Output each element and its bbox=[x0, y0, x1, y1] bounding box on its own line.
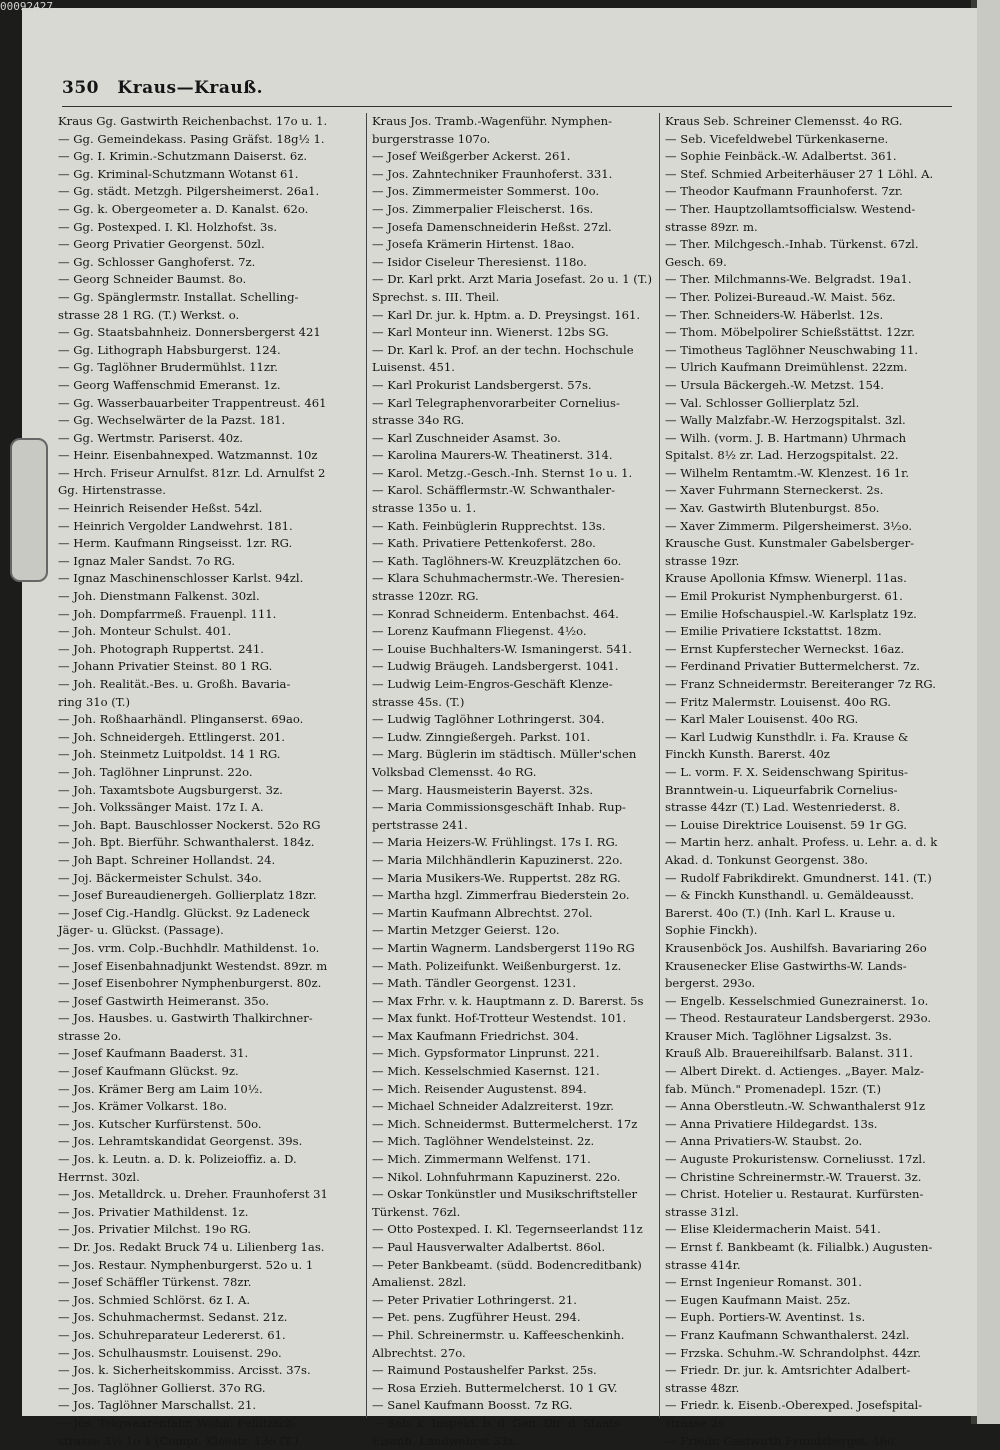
directory-entry: — Ther. Schneiders-W. Häberlst. 12s. bbox=[665, 307, 884, 322]
directory-entry: — Val. Schlosser Gollierplatz 5zl. bbox=[665, 395, 860, 410]
directory-entry: — Dr. Karl prkt. Arzt Maria Josefast. 2o u. 1 (T.) bbox=[372, 272, 653, 287]
directory-entry: — Ther. Milchgesch.-Inhab. Türkenst. 67zl. bbox=[665, 237, 919, 252]
directory-entry: — Jos. k. Leutn. a. D. k. Polizeioffiz. a. D. bbox=[58, 1152, 297, 1167]
directory-entry: — Maria Musikers-We. Ruppertst. 28z RG. bbox=[372, 870, 621, 885]
directory-entry: — Gg. Spänglermstr. Installat. Schelling- bbox=[58, 289, 299, 304]
directory-entry: — Ther. Hauptzollamtsofficialsw. Westend- bbox=[665, 201, 916, 216]
directory-entry: — Ther. Milchmanns-We. Belgradst. 19a1. bbox=[665, 272, 912, 287]
directory-entry: — Euph. Portiers-W. Aventinst. 1s. bbox=[665, 1310, 866, 1325]
directory-entry: — Gg. Postexped. I. Kl. Holzhofst. 3s. bbox=[58, 219, 278, 234]
directory-entry: — Josef Gastwirth Heimeranst. 35o. bbox=[58, 993, 270, 1008]
directory-entry: — Theod. Restaurateur Landsbergerst. 293o. bbox=[665, 1011, 932, 1026]
directory-entry: — Engelb. Kesselschmied Gunezrainerst. 1o. bbox=[665, 993, 929, 1008]
directory-entry: — Wilh. (vorm. J. B. Hartmann) Uhrmach bbox=[665, 430, 907, 445]
directory-entry: Luisenst. 451. bbox=[372, 360, 455, 375]
directory-entry: — Jos. Restaur. Nymphenburgerst. 52o u. 1 bbox=[58, 1257, 314, 1272]
directory-entry: — Jos. Privatier Milchst. 19o RG. bbox=[58, 1222, 252, 1237]
directory-entry: strasse 45s. (T.) bbox=[372, 694, 465, 709]
directory-entry: — Christ. Hotelier u. Restaurat. Kurfürsten- bbox=[665, 1187, 924, 1202]
directory-entry: — Ernst Kupferstecher Werneckst. 16az. bbox=[665, 641, 905, 656]
directory-entry: — Ulrich Kaufmann Dreimühlenst. 22zm. bbox=[665, 360, 908, 375]
directory-entry: — Maria Commissionsgeschäft Inhab. Rup- bbox=[372, 800, 626, 815]
directory-entry: Krauß Alb. Brauereihilfsarb. Balanst. 311. bbox=[665, 1046, 913, 1061]
directory-entry: — Karol. Metzg.-Gesch.-Inh. Sternst 1o u. 1. bbox=[372, 465, 633, 480]
directory-entry: Akad. d. Tonkunst Georgenst. 38o. bbox=[665, 852, 869, 867]
directory-entry: — Christine Schreinermstr.-W. Trauerst. 3z. bbox=[665, 1169, 922, 1184]
directory-entry: — Heinrich Vergolder Landwehrst. 181. bbox=[58, 518, 293, 533]
directory-entry: — Wally Malzfabr.-W. Herzogspitalst. 3zl. bbox=[665, 413, 906, 428]
directory-entry: strasse 48zr. bbox=[665, 1380, 740, 1395]
directory-entry: Albrechtst. 27o. bbox=[372, 1345, 466, 1360]
directory-entry: — Ludwig Bräugeh. Landsbergerst. 1041. bbox=[372, 659, 619, 674]
directory-entry: — Jos. Schuhmachermst. Sedanst. 21z. bbox=[58, 1310, 288, 1325]
directory-entry: — Heinr. Eisenbahnexped. Watzmannst. 10z bbox=[58, 448, 318, 463]
directory-entry: — Joh. Bpt. Bierführ. Schwanthalerst. 184z. bbox=[58, 835, 315, 850]
directory-entry: — Timotheus Taglöhner Neuschwabing 11. bbox=[665, 342, 919, 357]
directory-entry: — Kath. Feinbüglerin Rupprechtst. 13s. bbox=[372, 518, 606, 533]
directory-entry: — Peter Bankbeamt. (südd. Bodencreditbank) bbox=[372, 1257, 642, 1272]
directory-entry: strasse 28 1 RG. (T.) Werkst. o. bbox=[58, 307, 240, 322]
column-1 bbox=[58, 113, 366, 1450]
directory-entry: bergerst. 293o. bbox=[665, 976, 756, 991]
directory-entry: — Auguste Prokuristensw. Corneliusst. 17zl. bbox=[665, 1152, 926, 1167]
directory-entry: — Frzska. Schuhm.-W. Schrandolphst. 44zr. bbox=[665, 1345, 921, 1360]
directory-entry: — Josef Weißgerber Ackerst. 261. bbox=[372, 149, 571, 164]
directory-entry: — Josef Kaufmann Glückst. 9z. bbox=[58, 1064, 239, 1079]
directory-entry: — Josef Kaufmann Baaderst. 31. bbox=[58, 1046, 249, 1061]
directory-entry: — Mich. Schneidermst. Buttermelcherst. 17z bbox=[372, 1116, 638, 1131]
directory-entry: — Math. Polizeifunkt. Weißenburgerst. 1z. bbox=[372, 958, 622, 973]
directory-entry: — Martin herz. anhalt. Profess. u. Lehr. a. d. k bbox=[665, 835, 938, 850]
directory-entry: — Wilhelm Rentamtm.-W. Klenzest. 16 1r. bbox=[665, 465, 910, 480]
directory-entry: — L. vorm. F. X. Seidenschwang Spiritus- bbox=[665, 764, 908, 779]
directory-entry: Barerst. 40o (T.) (Inh. Karl L. Krause u. bbox=[665, 905, 896, 920]
directory-entry: — Thom. Möbelpolirer Schießstättst. 12zr. bbox=[665, 325, 915, 340]
directory-entry: Sprechst. s. III. Theil. bbox=[372, 289, 500, 304]
directory-entry: — Joj. Bäckermeister Schulst. 34o. bbox=[58, 870, 262, 885]
directory-entry: — Anna Oberstleutn.-W. Schwanthalerst 91z bbox=[665, 1099, 926, 1114]
directory-entry: — Fritz Malermstr. Louisenst. 40o RG. bbox=[665, 694, 891, 709]
directory-entry: — Gg. städt. Metzgh. Pilgersheimerst. 26a1. bbox=[58, 184, 320, 199]
directory-entry: — Friedr. k. Eisenb.-Oberexped. Josefspital- bbox=[665, 1398, 923, 1413]
directory-entry: — Joh. Photograph Ruppertst. 241. bbox=[58, 641, 264, 656]
directory-entry: strasse 19zr. bbox=[665, 553, 740, 568]
directory-entry: — Josefa Damenschneiderin Heßst. 27zl. bbox=[372, 219, 612, 234]
directory-entry: — Gg. k. Obergeometer a. D. Kanalst. 62o. bbox=[58, 201, 309, 216]
directory-entry: — Sanel Kaufmann Boosst. 7z RG. bbox=[372, 1398, 573, 1413]
directory-entry: — Martin Metzger Geierst. 12o. bbox=[372, 923, 560, 938]
directory-entry: — Gg. Lithograph Habsburgerst. 124. bbox=[58, 342, 281, 357]
directory-entry: Krauser Mich. Taglöhner Ligsalzst. 3s. bbox=[665, 1028, 892, 1043]
directory-entry: — Karl Prokurist Landsbergerst. 57s. bbox=[372, 377, 592, 392]
directory-entry: — Math. Tändler Georgenst. 1231. bbox=[372, 976, 577, 991]
directory-entry: ring 31o (T.) bbox=[58, 694, 131, 709]
directory-entry: pertstrasse 241. bbox=[372, 817, 468, 832]
directory-entry: — Klara Schuhmachermstr.-We. Theresien- bbox=[372, 571, 625, 586]
scan-id: 00092427 bbox=[0, 0, 53, 13]
directory-entry: Jäger- u. Glückst. (Passage). bbox=[58, 923, 224, 938]
directory-entry: — Ignaz Maler Sandst. 7o RG. bbox=[58, 553, 236, 568]
directory-entry: — Seb. k. Inspekt. b. d. Gen.-Dir. d. Staats- bbox=[372, 1415, 624, 1430]
directory-entry: — Emil Prokurist Nymphenburgerst. 61. bbox=[665, 589, 903, 604]
directory-entry: strasse 414r. bbox=[665, 1257, 741, 1272]
directory-entry: — Max Frhr. v. k. Hauptmann z. D. Barerst. 5s bbox=[372, 993, 644, 1008]
directory-entry: — Isidor Ciseleur Theresienst. 118o. bbox=[372, 254, 587, 269]
directory-entry: — Rudolf Fabrikdirekt. Gmundnerst. 141. (T.) bbox=[665, 870, 932, 885]
directory-entry: — Marg. Büglerin im städtisch. Müller'schen bbox=[372, 747, 637, 762]
directory-entry: — Ursula Bäckergeh.-W. Metzst. 154. bbox=[665, 377, 884, 392]
directory-entry: Kraus Seb. Schreiner Clemensst. 4o RG. bbox=[665, 114, 903, 128]
directory-entry: — & Finckh Kunsthandl. u. Gemäldeausst. bbox=[665, 888, 914, 903]
directory-entry: — Mich. Zimmermann Welfenst. 171. bbox=[372, 1152, 591, 1167]
directory-entry: — Karl Maler Louisenst. 40o RG. bbox=[665, 712, 859, 727]
directory-entry: — Karolina Maurers-W. Theatinerst. 314. bbox=[372, 448, 613, 463]
page-tab-mark bbox=[10, 438, 48, 582]
directory-entry: — Stef. Schmied Arbeiterhäuser 27 1 Löhl. A. bbox=[665, 166, 934, 181]
directory-entry: Krause Apollonia Kfmsw. Wienerpl. 11as. bbox=[665, 571, 907, 586]
directory-page bbox=[22, 8, 977, 1448]
directory-entry: — Louise Buchhalters-W. Ismaningerst. 541. bbox=[372, 641, 632, 656]
directory-entry: — Joh. Schneidergeh. Ettlingerst. 201. bbox=[58, 729, 285, 744]
directory-entry: — Michael Schneider Adalzreiterst. 19zr. bbox=[372, 1099, 614, 1114]
directory-entry: — Jos. Schuhreparateur Ledererst. 61. bbox=[58, 1327, 286, 1342]
directory-entry: — Joh. Bapt. Bauschlosser Nockerst. 52o RG bbox=[58, 817, 321, 832]
directory-entry: — Anna Privatiere Hildegardst. 13s. bbox=[665, 1116, 878, 1131]
directory-entry: — Louise Direktrice Louisenst. 59 1r GG. bbox=[665, 817, 907, 832]
directory-entry: — Joh. Dompfarrmeß. Frauenpl. 111. bbox=[58, 606, 277, 621]
page-title: Kraus—Krauß. bbox=[117, 78, 264, 98]
directory-entry: — Jos. k. Sicherheitskommiss. Arcisst. 37s. bbox=[58, 1363, 311, 1378]
directory-entry: — Dr. Jos. Redakt Bruck 74 u. Lilienberg 1as. bbox=[58, 1240, 325, 1254]
directory-entry: Eisenb. Landwehrst 33z. bbox=[372, 1433, 518, 1448]
directory-entry: — Ernst Ingenieur Romanst. 301. bbox=[665, 1275, 862, 1290]
page-header bbox=[62, 78, 263, 98]
directory-entry: strasse 2o. bbox=[58, 1028, 122, 1043]
directory-entry: — Emilie Hofschauspiel.-W. Karlsplatz 19z. bbox=[665, 606, 917, 621]
directory-entry: — Martha hzgl. Zimmerfrau Biederstein 2o. bbox=[372, 888, 630, 903]
directory-entry: Kraus Jos. Tramb.-Wagenführ. Nymphen- bbox=[372, 114, 612, 128]
directory-entry: — Jos. Metalldrck. u. Dreher. Fraunhoferst 31 bbox=[58, 1187, 328, 1202]
directory-entry: — Gg. Schlosser Ganghoferst. 7z. bbox=[58, 254, 256, 269]
directory-entry: — Gg. Wasserbauarbeiter Trappentreust. 461 bbox=[58, 395, 327, 410]
directory-entry: — Ludw. Zinngießergeh. Parkst. 101. bbox=[372, 729, 591, 744]
directory-entry: — Marg. Hausmeisterin Bayerst. 32s. bbox=[372, 782, 594, 797]
directory-entry: Kraus Gg. Gastwirth Reichenbachst. 17o u. 1. bbox=[58, 114, 328, 128]
directory-entry: — Rosa Erzieh. Buttermelcherst. 10 1 GV. bbox=[372, 1380, 618, 1395]
directory-entry: — Nikol. Lohnfuhrmann Kapuzinerst. 22o. bbox=[372, 1169, 621, 1184]
directory-entry: — Kath. Privatiere Pettenkoferst. 28o. bbox=[372, 536, 596, 551]
page-number: 350 bbox=[62, 78, 99, 98]
directory-entry: — Ignaz Maschinenschlosser Karlst. 94zl. bbox=[58, 571, 304, 586]
directory-entry: Gesch. 69. bbox=[665, 254, 727, 269]
directory-entry: Gg. Hirtenstrasse. bbox=[58, 483, 166, 498]
directory-entry: — Georg Waffenschmid Emeranst. 1z. bbox=[58, 377, 281, 392]
directory-entry: strasse 3½ 1o 1 (Compt. Kleestr. 13o (T.) bbox=[58, 1433, 299, 1448]
directory-entry: — Max Kaufmann Friedrichst. 304. bbox=[372, 1028, 579, 1043]
directory-entry: — Georg Schneider Baumst. 8o. bbox=[58, 272, 247, 287]
directory-entry: — Martin Wagnerm. Landsbergerst 119o RG bbox=[372, 940, 635, 955]
directory-entry: — Josef Schäffler Türkenst. 78zr. bbox=[58, 1275, 252, 1290]
header-rule bbox=[62, 106, 952, 107]
directory-entry: — Karl Telegraphenvorarbeiter Cornelius- bbox=[372, 395, 620, 410]
directory-entry: — Joh Bapt. Schreiner Hollandst. 24. bbox=[58, 852, 276, 867]
directory-entry: — Gg. Wertmstr. Pariserst. 40z. bbox=[58, 430, 243, 445]
directory-entry: — Otto Postexped. I. Kl. Tegernseerlandst 11z bbox=[372, 1222, 643, 1237]
directory-entry: — Peter Privatier Lothringerst. 21. bbox=[372, 1292, 577, 1307]
directory-entry: Herrnst. 30zl. bbox=[58, 1169, 140, 1184]
directory-entry: — Joh. Taglöhner Linprunst. 22o. bbox=[58, 764, 253, 779]
directory-entry: — Joh. Dienstmann Falkenst. 30zl. bbox=[58, 589, 260, 604]
directory-entry: — Gg. Taglöhner Brudermühlst. 11zr. bbox=[58, 360, 278, 375]
directory-entry: — Jos. Krämer Volkarst. 18o. bbox=[58, 1099, 228, 1114]
directory-entry: — Konrad Schneiderm. Entenbachst. 464. bbox=[372, 606, 619, 621]
directory-entry: Krausenböck Jos. Aushilfsh. Bavariaring 26o bbox=[665, 940, 927, 955]
directory-entry: — Mich. Gypsformator Linprunst. 221. bbox=[372, 1046, 600, 1061]
directory-entry: Krausenecker Elise Gastwirths-W. Lands- bbox=[665, 958, 907, 973]
directory-entry: strasse 2s. bbox=[665, 1415, 728, 1430]
directory-entry: — Hrch. Friseur Arnulfst. 81zr. Ld. Arnulfst 2 bbox=[58, 465, 326, 480]
directory-entry: — Pet. pens. Zugführer Heust. 294. bbox=[372, 1310, 581, 1325]
directory-entry: — Emilie Privatiere Ickstattst. 18zm. bbox=[665, 624, 882, 639]
directory-entry: — Jos. Hausbes. u. Gastwirth Thalkirchner- bbox=[58, 1011, 313, 1026]
directory-entry: Amalienst. 28zl. bbox=[372, 1275, 467, 1290]
directory-entry: — Josef Bureaudienergeh. Gollierplatz 18zr. bbox=[58, 888, 317, 903]
directory-entry: strasse 89zr. m. bbox=[665, 219, 758, 234]
directory-entry: Volksbad Clemensst. 4o RG. bbox=[372, 764, 537, 779]
directory-entry: — Xaver Zimmerm. Pilgersheimerst. 3½o. bbox=[665, 518, 913, 533]
directory-entry: — Gg. Kriminal-Schutzmann Wotanst 61. bbox=[58, 166, 299, 181]
directory-entry: — Anna Privatiers-W. Staubst. 2o. bbox=[665, 1134, 863, 1149]
directory-entry: burgerstrasse 107o. bbox=[372, 131, 491, 146]
directory-entry: — Herm. Kaufmann Ringseisst. 1zr. RG. bbox=[58, 536, 293, 551]
directory-entry: — Jos. Kutscher Kurfürstenst. 50o. bbox=[58, 1116, 262, 1131]
directory-entry: — Martin Kaufmann Albrechtst. 27ol. bbox=[372, 905, 593, 920]
directory-entry: — Lorenz Kaufmann Fliegenst. 4½o. bbox=[372, 624, 587, 639]
directory-entry: — Albert Direkt. d. Actienges. „Bayer. Malz- bbox=[665, 1064, 924, 1079]
directory-entry: — Karl Zuschneider Asamst. 3o. bbox=[372, 430, 561, 445]
directory-entry: — Mich. Kesselschmied Kasernst. 121. bbox=[372, 1064, 600, 1079]
directory-entry: — Ferdinand Privatier Buttermelcherst. 7z. bbox=[665, 659, 920, 674]
directory-entry: — Gg. Staatsbahnheiz. Donnersbergerst 421 bbox=[58, 325, 321, 340]
directory-entry: — Franz Schneidermstr. Bereiteranger 7z RG. bbox=[665, 677, 936, 691]
directory-entry: — Elise Kleidermacherin Maist. 541. bbox=[665, 1222, 881, 1237]
directory-entry: — Ther. Polizei-Bureaud.-W. Maist. 56z. bbox=[665, 289, 896, 304]
directory-entry: — Josef Eisenbahnadjunkt Westendst. 89zr. m bbox=[58, 958, 328, 973]
directory-entry: — Jos. Taglöhner Gollierst. 37o RG. bbox=[58, 1380, 266, 1395]
column-3 bbox=[665, 113, 977, 1450]
directory-entry: Branntwein-u. Liqueurfabrik Cornelius- bbox=[665, 782, 898, 797]
column-separator bbox=[366, 113, 367, 1418]
directory-entry: — Sophie Feinbäck.-W. Adalbertst. 361. bbox=[665, 149, 897, 164]
directory-entry: — Gg. Wechselwärter de la Pazst. 181. bbox=[58, 413, 286, 428]
directory-entry: — Oskar Tonkünstler und Musikschriftsteller bbox=[372, 1187, 638, 1202]
directory-entry: — Eugen Kaufmann Maist. 25z. bbox=[665, 1292, 851, 1307]
directory-entry: — Joh. Taxamtsbote Augsburgerst. 3z. bbox=[58, 782, 283, 797]
directory-entry: — Jos. Schulhausmstr. Louisenst. 29o. bbox=[58, 1345, 282, 1360]
directory-entry: — Maria Heizers-W. Frühlingst. 17s I. RG. bbox=[372, 835, 618, 850]
directory-entry: — Jos. Lehramtskandidat Georgenst. 39s. bbox=[58, 1134, 303, 1149]
directory-entry: — Josefa Krämerin Hirtenst. 18ao. bbox=[372, 237, 575, 252]
next-page-edge bbox=[977, 0, 1000, 1424]
directory-entry: — Joh. Realität.-Bes. u. Großh. Bavaria- bbox=[58, 677, 291, 691]
directory-entry: — Xaver Fuhrmann Sterneckerst. 2s. bbox=[665, 483, 884, 498]
directory-entry: — Dr. Karl k. Prof. an der techn. Hochschule bbox=[372, 342, 634, 357]
directory-entry: Sophie Finckh). bbox=[665, 923, 758, 938]
directory-entry: — Jos. Zahntechniker Fraunhoferst. 331. bbox=[372, 166, 613, 181]
directory-entry: — Georg Privatier Georgenst. 50zl. bbox=[58, 237, 265, 252]
directory-entry: — Josef Eisenbohrer Nymphenburgerst. 80z. bbox=[58, 976, 322, 991]
directory-entry: — Karl Dr. jur. k. Hptm. a. D. Preysingst. 161. bbox=[372, 307, 641, 322]
directory-entry: strasse 34o RG. bbox=[372, 413, 465, 428]
directory-entry: — Mich. Reisender Augustenst. 894. bbox=[372, 1081, 587, 1096]
directory-entry: — Phil. Schreinermstr. u. Kaffeeschenkinh. bbox=[372, 1327, 625, 1342]
directory-entry: strasse 120zr. RG. bbox=[372, 589, 479, 604]
directory-entry: — Jos. vrm. Colp.-Buchhdlr. Mathildenst. 1o. bbox=[58, 940, 320, 955]
directory-entry: strasse 44zr (T.) Lad. Westenriederst. 8. bbox=[665, 800, 901, 815]
directory-entry: — Karol. Schäfflermstr.-W. Schwanthaler- bbox=[372, 483, 615, 498]
directory-entry: Finckh Kunsth. Barerst. 40z bbox=[665, 747, 830, 762]
directory-entry: — Ernst f. Bankbeamt (k. Filialbk.) Augusten- bbox=[665, 1240, 933, 1254]
directory-entry: — Joh. Volkssänger Maist. 17z I. A. bbox=[58, 800, 264, 815]
directory-entry: — Gg. I. Krimin.-Schutzmann Daiserst. 6z. bbox=[58, 149, 308, 164]
directory-entry: — Jos. Taglöhner Marschallst. 21. bbox=[58, 1398, 257, 1413]
directory-entry: — Kath. Taglöhners-W. Kreuzplätzchen 6o. bbox=[372, 553, 622, 568]
column-2 bbox=[372, 113, 682, 1450]
directory-entry: — Friedr. Gastwirth Frundsbergst. 46o. bbox=[665, 1433, 898, 1448]
directory-entry: Krausche Gust. Kunstmaler Gabelsberger- bbox=[665, 536, 915, 551]
directory-entry: — Jos. Schmied Schlörst. 6z I. A. bbox=[58, 1292, 251, 1307]
directory-entry: — Gg. Gemeindekass. Pasing Gräfst. 18g½ 1. bbox=[58, 131, 325, 146]
directory-entry: — Raimund Postaushelfer Parkst. 25s. bbox=[372, 1363, 597, 1378]
directory-entry: — Jos. Privatier Mathildenst. 1z. bbox=[58, 1204, 249, 1219]
directory-entry: — Theodor Kaufmann Fraunhoferst. 7zr. bbox=[665, 184, 903, 199]
directory-entry: — Xav. Gastwirth Blutenburgst. 85o. bbox=[665, 501, 880, 516]
directory-entry: — Mich. Taglöhner Wendelsteinst. 2z. bbox=[372, 1134, 595, 1149]
directory-entry: — Seb. Vicefeldwebel Türkenkaserne. bbox=[665, 131, 889, 146]
directory-entry: — Karl Ludwig Kunsthdlr. i. Fa. Krause & bbox=[665, 729, 909, 744]
directory-entry: — Jos. Zimmermeister Sommerst. 10o. bbox=[372, 184, 600, 199]
directory-entry: — Maria Milchhändlerin Kapuzinerst. 22o. bbox=[372, 852, 623, 867]
directory-entry: strasse 31zl. bbox=[665, 1204, 739, 1219]
directory-entry: strasse 135o u. 1. bbox=[372, 501, 477, 516]
directory-entry: — Joh. Monteur Schulst. 401. bbox=[58, 624, 232, 639]
column-separator bbox=[659, 113, 660, 1418]
directory-entry: — Joh. Roßhaarhändl. Plinganserst. 69ao. bbox=[58, 712, 304, 727]
directory-entry: — Max funkt. Hof-Trotteur Westendst. 101. bbox=[372, 1011, 627, 1026]
directory-entry: — Josef Cig.-Handlg. Glückst. 9z Ladeneck bbox=[58, 905, 310, 920]
directory-entry: — Jos. Teigwaarenfabr. Wohn. Feilitzsch- bbox=[58, 1415, 298, 1430]
directory-entry: — Karl Monteur inn. Wienerst. 12bs SG. bbox=[372, 325, 609, 340]
directory-entry: — Paul Hausverwalter Adalbertst. 86ol. bbox=[372, 1240, 606, 1254]
directory-entry: — Heinrich Reisender Heßst. 54zl. bbox=[58, 501, 263, 516]
directory-entry: Spitalst. 8½ zr. Lad. Herzogspitalst. 22. bbox=[665, 448, 899, 463]
directory-entry: Türkenst. 76zl. bbox=[372, 1204, 461, 1219]
directory-entry: — Jos. Zimmerpalier Fleischerst. 16s. bbox=[372, 201, 594, 216]
directory-entry: — Johann Privatier Steinst. 80 1 RG. bbox=[58, 659, 273, 674]
directory-entry: — Friedr. Dr. jur. k. Amtsrichter Adalbert- bbox=[665, 1363, 911, 1378]
directory-entry: — Joh. Steinmetz Luitpoldst. 14 1 RG. bbox=[58, 747, 281, 762]
directory-entry: fab. Münch." Promenadepl. 15zr. (T.) bbox=[665, 1081, 882, 1096]
directory-entry: — Jos. Krämer Berg am Laim 10½. bbox=[58, 1081, 263, 1096]
directory-entry: — Ludwig Leim-Engros-Geschäft Klenze- bbox=[372, 677, 613, 691]
directory-entry: — Ludwig Taglöhner Lothringerst. 304. bbox=[372, 712, 605, 727]
directory-entry: — Franz Kaufmann Schwanthalerst. 24zl. bbox=[665, 1327, 910, 1342]
